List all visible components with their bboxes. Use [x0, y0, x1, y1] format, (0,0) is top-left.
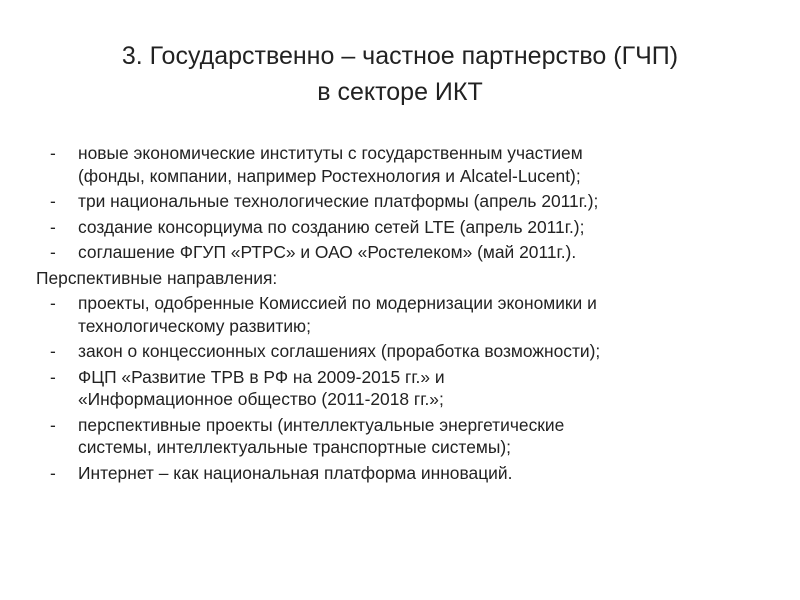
- list-item-text: [78, 462, 776, 485]
- list-item: [36, 216, 776, 239]
- bullet-dash: -: [50, 462, 56, 483]
- bullet-dash: -: [50, 143, 56, 163]
- bullet-dash: -: [50, 216, 56, 237]
- list-item: [36, 241, 776, 264]
- list-item-text: [78, 414, 776, 459]
- list-item-line: (фонды, компании, например Ростехнология и Alcatel-Lucent);: [78, 165, 581, 186]
- list-item-text: [78, 241, 776, 264]
- list-item-line: создание консорциума по созданию сетей LTE (апрель 2011г.);: [78, 216, 585, 237]
- bullet-dash: -: [50, 366, 56, 387]
- slide-title: [0, 38, 800, 110]
- list-item-text: [78, 216, 776, 239]
- list-item-line: ФЦП «Развитие ТРВ в РФ на 2009-2015 гг.» и: [78, 366, 445, 387]
- list-item: [36, 190, 776, 213]
- list-item-line: соглашение ФГУП «РТРС» и ОАО «Ростелеком» (май 2011г.).: [78, 242, 577, 262]
- list-item-line: перспективные проекты (интеллектуальные энергетические: [78, 414, 565, 435]
- list-item-line: системы, интеллектуальные транспортные системы);: [78, 437, 511, 457]
- list-item: [36, 414, 776, 459]
- bullet-dash: -: [50, 191, 56, 211]
- slide-content: [36, 142, 776, 487]
- bullet-dash: -: [50, 293, 56, 313]
- list-item-line: закон о концессионных соглашениях (проработка возможности);: [78, 341, 601, 361]
- list-item: [36, 340, 776, 363]
- prospective-directions-list: [36, 292, 776, 484]
- list-item-line: проекты, одобренные Комиссией по модернизации экономики и: [78, 293, 597, 313]
- list-item-text: [78, 340, 776, 363]
- slide-title-line-1: 3. Государственно – частное партнерство (ГЧП): [121, 42, 679, 70]
- bullet-dash: -: [50, 414, 56, 435]
- slide-title-line-2: в секторе ИКТ: [317, 78, 483, 106]
- section-heading: Перспективные направления:: [36, 267, 278, 288]
- bullet-dash: -: [50, 341, 56, 361]
- current-initiatives-list: [36, 142, 776, 264]
- list-item: [36, 366, 776, 411]
- list-item-text: [78, 190, 776, 213]
- list-item-text: [78, 142, 776, 187]
- list-item-text: [78, 366, 776, 411]
- list-item: [36, 292, 776, 337]
- list-item-line: три национальные технологические платформы (апрель 2011г.);: [78, 191, 599, 211]
- list-item-line: Интернет – как национальная платформа инноваций.: [78, 462, 513, 483]
- bullet-dash: -: [50, 242, 56, 262]
- list-item-line: «Информационное общество (2011-2018 гг.»;: [78, 389, 444, 409]
- list-item-text: [78, 292, 776, 337]
- list-item-line: технологическому развитию;: [78, 315, 311, 336]
- list-item: [36, 462, 776, 485]
- list-item: [36, 142, 776, 187]
- list-item-line: новые экономические институты с государственным участием: [78, 143, 583, 163]
